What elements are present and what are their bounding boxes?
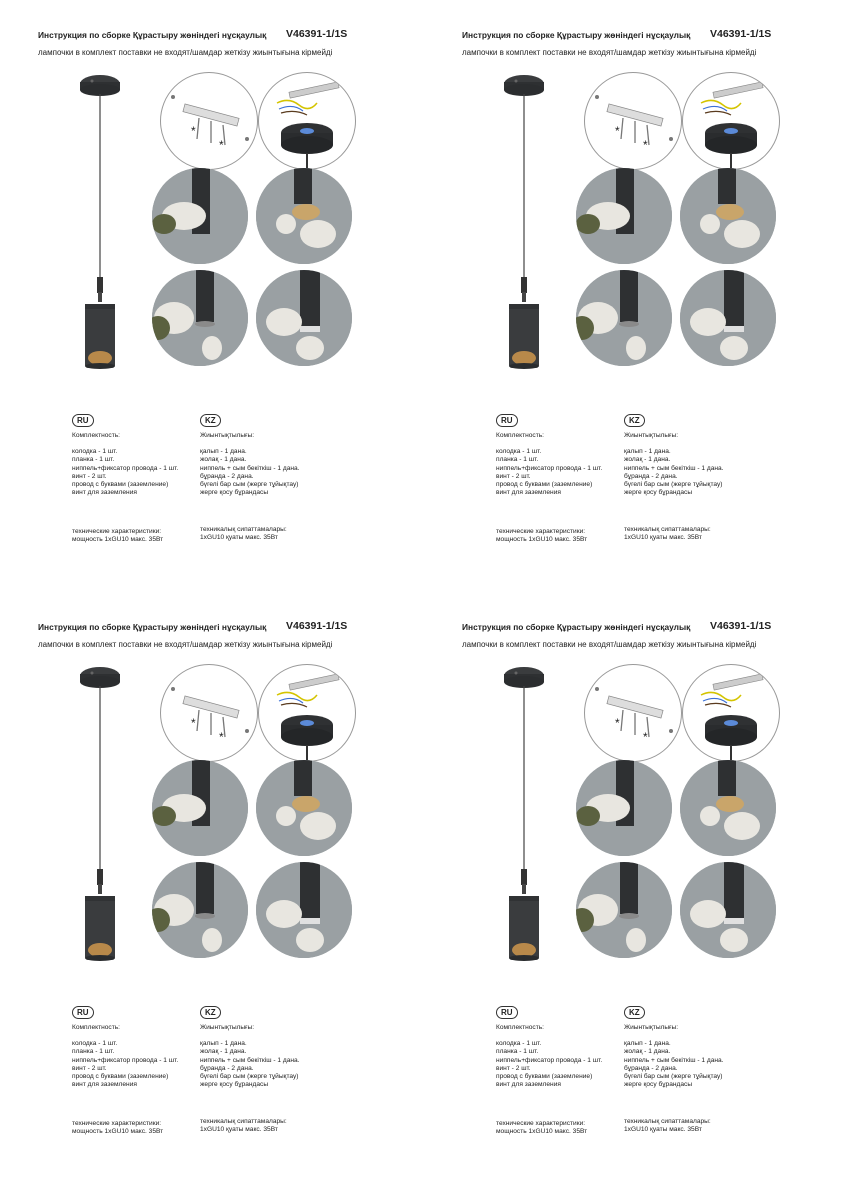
step-photo-2: [680, 760, 776, 856]
mounting-bracket-diagram: [584, 664, 682, 762]
kit-list-kz: [624, 1040, 724, 1090]
list-item: бүгелі бар сым (жерге тұйықтау): [200, 1073, 299, 1081]
power-ru: мощность 1xGU10 макс. 35Вт: [496, 1128, 588, 1136]
kit-list-ru: [496, 448, 602, 498]
power-ru: мощность 1xGU10 макс. 35Вт: [496, 536, 588, 544]
pendant-lamp-illustration: [499, 72, 549, 372]
tech-label-ru: технические характеристики:: [496, 1120, 586, 1127]
list-item: бұранда - 2 дана.: [200, 472, 254, 480]
bulbs-note: лампочки в комплект поставки не входят/шамдар жеткізу жиынтығына кірмейді: [462, 640, 757, 649]
list-item: винт для заземления: [496, 489, 561, 497]
tech-label-kz: техникалық сипаттамалары:: [624, 1118, 711, 1125]
kit-list-ru: [496, 1040, 602, 1090]
power-ru: мощность 1xGU10 макс. 35Вт: [72, 1128, 164, 1136]
list-item: бұранда - 2 дана.: [624, 1064, 678, 1072]
list-item: ниппель + сым бекіткіш - 1 дана.: [624, 464, 724, 472]
model-number: V46391-1/1S: [710, 620, 772, 632]
flag-ru: RU: [496, 1006, 518, 1019]
svg-text:*: *: [191, 124, 196, 138]
flag-kz: KZ: [200, 414, 221, 427]
pendant-lamp-illustration: [499, 664, 549, 964]
canopy-wiring-diagram: [682, 664, 780, 762]
kit-label-ru: Комплектность:: [496, 1024, 544, 1031]
power-ru: мощность 1xGU10 макс. 35Вт: [72, 536, 164, 544]
step-photo-3: [576, 862, 672, 958]
list-item: бүгелі бар сым (жерге тұйықтау): [200, 481, 299, 489]
list-item: ниппель + сым бекіткіш - 1 дана.: [624, 1056, 724, 1064]
list-item: винт - 2 шт.: [496, 472, 531, 480]
list-item: колодка - 1 шт.: [496, 448, 542, 455]
model-number: V46391-1/1S: [286, 28, 348, 40]
pendant-lamp-illustration: [75, 664, 125, 964]
list-item: планка - 1 шт.: [496, 456, 539, 464]
flag-ru: RU: [72, 1006, 94, 1019]
instruction-sheet: [424, 0, 848, 600]
step-photo-1: [152, 760, 248, 856]
list-item: жерге қосу бұрандасы: [624, 489, 693, 497]
list-item: колодка - 1 шт.: [72, 448, 118, 455]
power-kz: 1xGU10 қуаты макс. 35Вт: [624, 534, 702, 542]
step-photo-2: [256, 760, 352, 856]
flag-kz: KZ: [624, 1006, 645, 1019]
instruction-title: Инструкция по сборке Құрастыру жөніндегі нұсқаулық: [38, 622, 267, 632]
list-item: бүгелі бар сым (жерге тұйықтау): [624, 1073, 723, 1081]
list-item: бұранда - 2 дана.: [624, 472, 678, 480]
list-item: винт - 2 шт.: [72, 472, 107, 480]
step-photo-3: [152, 270, 248, 366]
list-item: винт - 2 шт.: [72, 1064, 107, 1072]
list-item: планка - 1 шт.: [72, 456, 115, 464]
list-item: қалып - 1 дана.: [200, 448, 247, 455]
tech-spec-ru: [496, 1120, 587, 1137]
tech-spec-kz: [200, 526, 287, 543]
list-item: қалып - 1 дана.: [624, 448, 671, 455]
tech-spec-ru: [496, 528, 587, 545]
kit-label-ru: Комплектность:: [72, 1024, 120, 1031]
kit-list-ru: [72, 448, 178, 498]
instruction-sheet: [0, 0, 424, 600]
flag-kz: KZ: [200, 1006, 221, 1019]
svg-text:*: *: [643, 138, 648, 152]
list-item: провод с буквами (заземление): [72, 1073, 169, 1081]
instruction-title: Инструкция по сборке Құрастыру жөніндегі нұсқаулық: [462, 622, 691, 632]
step-photo-4: [680, 862, 776, 958]
kit-label-kz: Жиынтықтылығы:: [624, 1024, 679, 1031]
step-photo-1: [152, 168, 248, 264]
tech-label-kz: техникалық сипаттамалары:: [200, 1118, 287, 1125]
list-item: қалып - 1 дана.: [624, 1040, 671, 1047]
list-item: ниппель+фиксатор провода - 1 шт.: [72, 1056, 179, 1064]
kit-label-kz: Жиынтықтылығы:: [200, 1024, 255, 1031]
bulbs-note: лампочки в комплект поставки не входят/шамдар жеткізу жиынтығына кірмейді: [38, 640, 333, 649]
flag-ru: RU: [496, 414, 518, 427]
svg-text:*: *: [191, 716, 196, 730]
mounting-bracket-diagram: [584, 72, 682, 170]
tech-label-kz: техникалық сипаттамалары:: [624, 526, 711, 533]
kit-label-kz: Жиынтықтылығы:: [624, 432, 679, 439]
step-photo-4: [256, 270, 352, 366]
bulbs-note: лампочки в комплект поставки не входят/шамдар жеткізу жиынтығына кірмейді: [38, 48, 333, 57]
power-kz: 1xGU10 қуаты макс. 35Вт: [624, 1126, 702, 1134]
list-item: колодка - 1 шт.: [496, 1040, 542, 1047]
list-item: жолақ - 1 дана.: [200, 456, 247, 464]
list-item: ниппель + сым бекіткіш - 1 дана.: [200, 464, 300, 472]
flag-kz: KZ: [624, 414, 645, 427]
model-number: V46391-1/1S: [286, 620, 348, 632]
list-item: ниппель + сым бекіткіш - 1 дана.: [200, 1056, 300, 1064]
bulbs-note: лампочки в комплект поставки не входят/шамдар жеткізу жиынтығына кірмейді: [462, 48, 757, 57]
power-kz: 1xGU10 қуаты макс. 35Вт: [200, 1126, 278, 1134]
svg-text:*: *: [615, 716, 620, 730]
list-item: провод с буквами (заземление): [72, 481, 169, 489]
kit-label-ru: Комплектность:: [496, 432, 544, 439]
tech-spec-ru: [72, 1120, 163, 1137]
kit-list-kz: [200, 1040, 300, 1090]
pendant-lamp-illustration: [75, 72, 125, 372]
tech-label-ru: технические характеристики:: [496, 528, 586, 535]
mounting-bracket-diagram: [160, 664, 258, 762]
step-photo-1: [576, 760, 672, 856]
list-item: жолақ - 1 дана.: [624, 1048, 671, 1056]
list-item: винт для заземления: [72, 489, 137, 497]
kit-list-kz: [624, 448, 724, 498]
list-item: ниппель+фиксатор провода - 1 шт.: [72, 464, 179, 472]
tech-spec-kz: [200, 1118, 287, 1135]
list-item: жолақ - 1 дана.: [200, 1048, 247, 1056]
list-item: жерге қосу бұрандасы: [200, 489, 269, 497]
step-photo-2: [256, 168, 352, 264]
list-item: ниппель+фиксатор провода - 1 шт.: [496, 1056, 603, 1064]
step-photo-1: [576, 168, 672, 264]
list-item: винт - 2 шт.: [496, 1064, 531, 1072]
step-photo-3: [576, 270, 672, 366]
list-item: бұранда - 2 дана.: [200, 1064, 254, 1072]
tech-spec-kz: [624, 1118, 711, 1135]
mounting-bracket-diagram: [160, 72, 258, 170]
tech-label-ru: технические характеристики:: [72, 528, 162, 535]
list-item: ниппель+фиксатор провода - 1 шт.: [496, 464, 603, 472]
svg-text:*: *: [615, 124, 620, 138]
list-item: провод с буквами (заземление): [496, 481, 593, 489]
list-item: колодка - 1 шт.: [72, 1040, 118, 1047]
list-item: жерге қосу бұрандасы: [200, 1081, 269, 1089]
list-item: винт для заземления: [72, 1081, 137, 1089]
tech-label-ru: технические характеристики:: [72, 1120, 162, 1127]
list-item: жолақ - 1 дана.: [624, 456, 671, 464]
tech-spec-ru: [72, 528, 163, 545]
kit-list-kz: [200, 448, 300, 498]
list-item: жерге қосу бұрандасы: [624, 1081, 693, 1089]
instruction-sheet: [424, 592, 848, 1192]
list-item: қалып - 1 дана.: [200, 1040, 247, 1047]
canopy-wiring-diagram: [258, 72, 356, 170]
tech-label-kz: техникалық сипаттамалары:: [200, 526, 287, 533]
svg-text:*: *: [643, 730, 648, 744]
kit-label-ru: Комплектность:: [72, 432, 120, 439]
step-photo-4: [256, 862, 352, 958]
svg-text:*: *: [219, 730, 224, 744]
model-number: V46391-1/1S: [710, 28, 772, 40]
canopy-wiring-diagram: [258, 664, 356, 762]
step-photo-4: [680, 270, 776, 366]
instruction-sheet: [0, 592, 424, 1192]
tech-spec-kz: [624, 526, 711, 543]
list-item: винт для заземления: [496, 1081, 561, 1089]
step-photo-3: [152, 862, 248, 958]
kit-label-kz: Жиынтықтылығы:: [200, 432, 255, 439]
list-item: планка - 1 шт.: [496, 1048, 539, 1056]
step-photo-2: [680, 168, 776, 264]
list-item: бүгелі бар сым (жерге тұйықтау): [624, 481, 723, 489]
svg-text:*: *: [219, 138, 224, 152]
instruction-title: Инструкция по сборке Құрастыру жөніндегі нұсқаулық: [462, 30, 691, 40]
power-kz: 1xGU10 қуаты макс. 35Вт: [200, 534, 278, 542]
list-item: провод с буквами (заземление): [496, 1073, 593, 1081]
instruction-title: Инструкция по сборке Құрастыру жөніндегі нұсқаулық: [38, 30, 267, 40]
kit-list-ru: [72, 1040, 178, 1090]
flag-ru: RU: [72, 414, 94, 427]
list-item: планка - 1 шт.: [72, 1048, 115, 1056]
canopy-wiring-diagram: [682, 72, 780, 170]
